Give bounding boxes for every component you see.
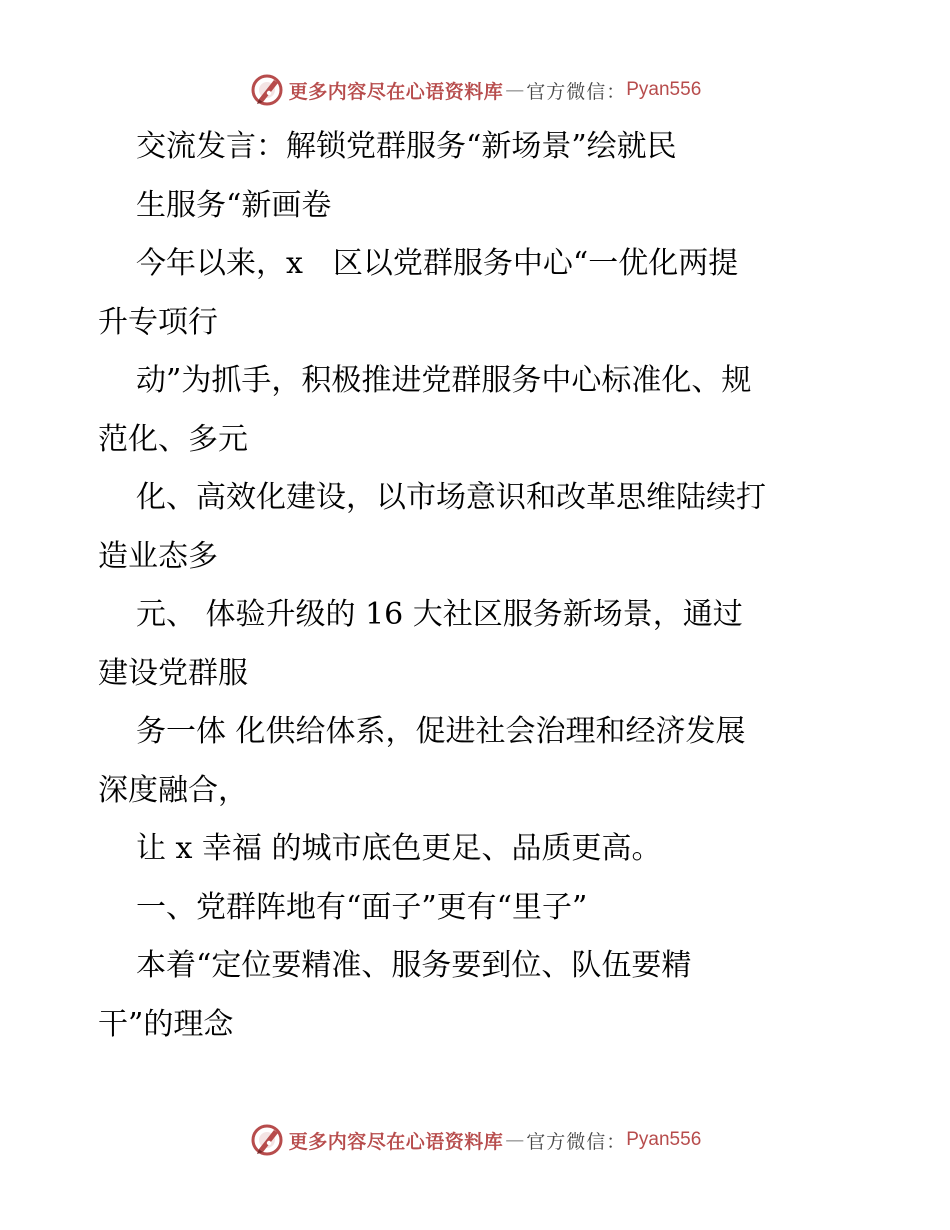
banner-dash: —	[505, 1129, 525, 1151]
text-line: 务一体 化供给体系，促进社会治理和经济发展	[136, 714, 746, 749]
banner-dash: —	[505, 79, 525, 101]
banner-official-label: 官方微信：	[526, 1130, 627, 1153]
pen-logo-icon	[249, 72, 285, 108]
text-line: 深度融合，	[98, 772, 248, 808]
header-banner[interactable]	[0, 70, 950, 110]
pen-logo-icon	[249, 1122, 285, 1158]
text-line: 生服务“新画卷	[136, 187, 332, 223]
document-body	[98, 118, 868, 1054]
banner-wechat-id: Pyan556	[626, 1129, 702, 1150]
text-line: 干”的理念	[98, 1006, 234, 1042]
text-line: 造业态多	[98, 538, 218, 574]
text-line: 元、 体验升级的 16 大社区服务新场景，通过	[136, 597, 743, 632]
text-line: 交流发言：解锁党群服务“新场景”绘就民	[136, 129, 677, 164]
text-line: 范化、多元	[98, 421, 248, 457]
text-line: 化、高效化建设，以市场意识和改革思维陆续打	[136, 480, 766, 515]
footer-banner[interactable]	[0, 1120, 950, 1160]
text-line: 本着“定位要精准、服务要到位、队伍要精	[136, 948, 692, 983]
banner-text: 更多内容尽在心语资料库	[288, 80, 504, 103]
banner-wechat-id: Pyan556	[626, 79, 702, 100]
banner-text: 更多内容尽在心语资料库	[288, 1130, 504, 1153]
text-line: 让 x 幸福 的城市底色更足、品质更高。	[136, 831, 662, 866]
text-line: 升专项行	[98, 304, 218, 340]
text-line: 建设党群服	[98, 655, 248, 691]
text-line: 动”为抓手，积极推进党群服务中心标准化、规	[136, 363, 752, 398]
text-line: 今年以来，x 区以党群服务中心“一优化两提	[136, 246, 739, 281]
banner-official-label: 官方微信：	[526, 80, 627, 103]
text-line: 一、党群阵地有“面子”更有“里子”	[136, 889, 588, 925]
